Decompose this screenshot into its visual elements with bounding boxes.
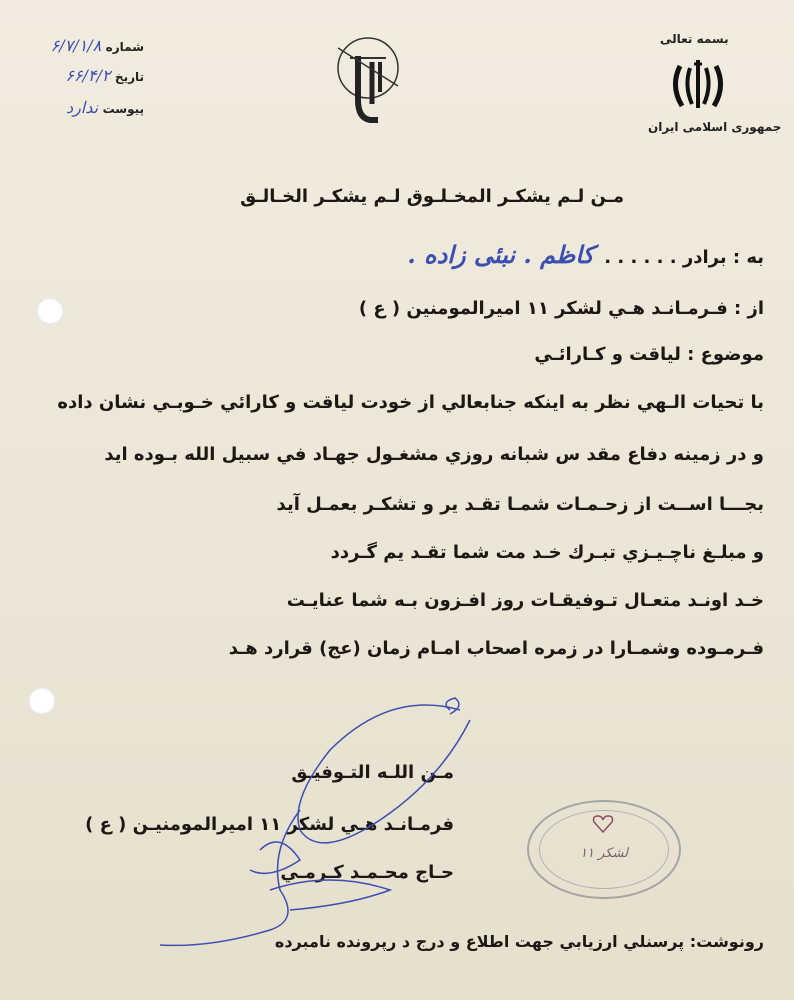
signature-scribble-icon — [150, 690, 490, 950]
body-line: با تحيات الـهي نظر به اينكه جنابعالي از خودت لياقت و كارائي خـوبـي نشان داده — [57, 392, 764, 413]
meta-attachment-label: پیوست — [102, 102, 144, 116]
stamp-text: لشکر ۱۱ — [579, 846, 628, 861]
meta-date — [8, 66, 144, 85]
meta-number — [8, 36, 144, 55]
military-emblem-icon — [328, 28, 408, 128]
country-name: جمهوری اسلامی ایران — [648, 120, 782, 134]
recipient-name: کاظم . نبئی زاده . — [407, 240, 594, 269]
stamp-heart-icon — [592, 814, 614, 834]
meta-attachment — [8, 98, 144, 117]
recipient-line — [407, 240, 764, 269]
sender-line: از : فـرمـانـد هـي لشكر ۱۱ اميرالمومنين ( ع ) — [358, 298, 764, 319]
basmala: بسمه تعالی — [660, 32, 729, 46]
subject-line: موضوع : لياقت و كـارائـي — [534, 344, 764, 365]
cc-line: رونوشت: پرسنلي ارزيابي جهت اطلاع و درج د رپرونده نامبرده — [274, 932, 764, 951]
meta-date-label: تاریخ — [114, 70, 144, 84]
meta-attachment-value: ندارد — [65, 98, 99, 117]
meta-number-value: ۶/۷/۱/۸ — [50, 36, 102, 55]
recipient-label: به : برادر . . . . . . — [604, 247, 764, 268]
body-line: خـد اونـد متعـال تـوفيقـات روز افـزون بـه شما عنايـت — [286, 590, 764, 611]
motto: مـن لـم يشكـر المخـلـوق لـم يشكـر الخـالـق — [240, 186, 624, 207]
signature-name: حـاج محـمـد كـرمـي — [280, 862, 454, 883]
ink-stamp — [527, 800, 681, 899]
iran-emblem-icon — [668, 58, 728, 114]
body-line: و در زمينه دفاع مقد س شبانه روزي مشغـول جهـاد في سبيل الله بـوده ايد — [104, 444, 764, 465]
closing-line: مـن اللـه التـوفيـق — [291, 762, 454, 783]
meta-date-value: ۶۶/۴/۲ — [65, 66, 111, 85]
body-line: و مبلـغ ناچـيـزي تبـرك خـد مت شما تقـد يم گـردد — [330, 542, 764, 563]
body-line: بجـــا اســت از زحـمـات شمـا تقـد ير و تشكـر بعمـل آيد — [276, 494, 764, 515]
body-line: فـرمـوده وشمـارا در زمره اصحاب امـام زمان (عج) قرارد هـد — [228, 638, 764, 659]
punch-hole-bottom — [28, 687, 56, 715]
meta-number-label: شماره — [105, 40, 144, 54]
signature-title: فرمـانـد هـي لشكر ۱۱ اميرالمومنيـن ( ع ) — [85, 814, 454, 835]
punch-hole-top — [36, 297, 64, 325]
